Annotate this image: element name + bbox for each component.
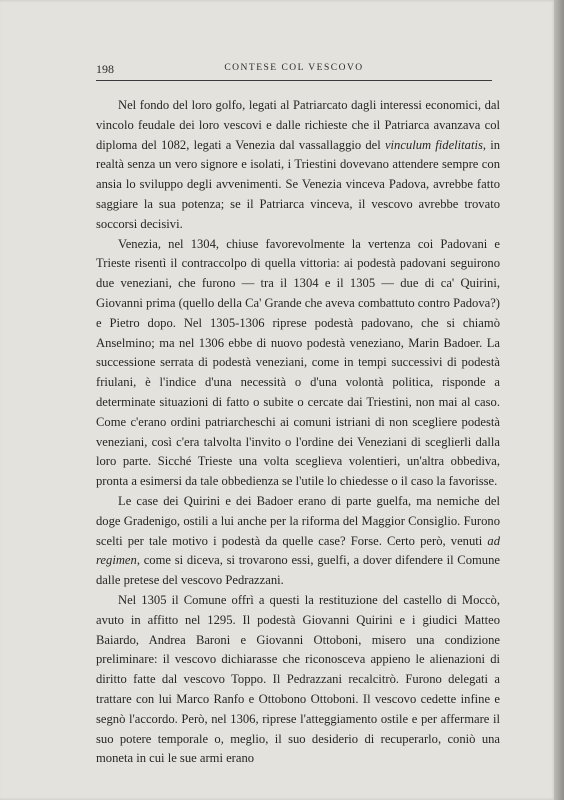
page-number: 198	[96, 62, 114, 76]
paragraph	[96, 591, 500, 769]
paragraph	[96, 492, 500, 591]
paragraph-text: , come si diceva, si trovarono essi, guelfi, a dover difendere il Comune dalle pretese del vescovo Pedrazzani.	[96, 553, 500, 588]
latin-phrase: ad regimen	[96, 533, 500, 568]
book-spine-shadow	[554, 0, 564, 800]
page-header	[96, 62, 492, 78]
paragraph	[96, 235, 500, 492]
body-text	[96, 96, 500, 769]
paragraph-text: Nel 1305 il Comune offrì a questi la restituzione del castello di Moccò, avuto in affitto nel 1295. Il podestà Giovanni Quirini e i giudici Matteo Baiardo, Andrea Baroni e Giovanni Ottoboni, misero una condizione preliminare: il vescovo dichiarasse che riconosceva appieno le alienazioni di diritto fatte dal vescovo Toppo. Il Pedrazzani recalcitrò. Furono delegati a trattare con lui Marco Ranfo e Ottobono Ottoboni. Il vescovo cedette infine e segnò l'accordo. Però, nel 1306, riprese l'atteggiamento ostile e per affermare il suo potere temporale o, meglio, il suo desiderio di recuperarlo, coniò una moneta in cui le sue armi erano	[96, 592, 500, 766]
paragraph-text: Le case dei Quirini e dei Badoer erano di parte guelfa, ma nemiche del doge Gradenigo, ostili a lui anche per la riforma del Maggior Consiglio. Furono scelti per tale motivo i podestà da quelle case? Forse. Certo però, venuti	[96, 493, 500, 548]
paragraph	[96, 96, 500, 235]
running-title: CONTESE COL VESCOVO	[224, 63, 364, 73]
latin-phrase: vinculum fidelitatis	[384, 137, 483, 152]
paragraph-text: Nel fondo del loro golfo, legati al Patriarcato dagli interessi economici, dal vincolo feudale dei loro vescovi e dalle richieste che il Patriarca avanzava col diploma del 1082, legati a Venezia dal vassallaggio del	[96, 98, 500, 152]
paragraph-text: Venezia, nel 1304, chiuse favorevolmente la vertenza coi Padovani e Trieste risentì il contraccolpo di quella vittoria: ai podestà padovani seguirono due veneziani, che furono — tra il 1304 e il 1305 — due di ca' Quirini, Giovanni prima (quello della Ca' Grande che aveva combattuto contro Padova?) e Pietro dopo. Nel 1305-1306 riprese podestà padovano, che si chiamò Anselmino; ma nel 1306 ebbe di nuovo podestà veneziano, Marin Badoer. La successione serrata di podestà veneziani, come in tempi successivi di podestà friulani, è l'indice d'una necessità o d'una volontà politica, risponde a determinate situazioni di fatto o subite o cercate dai Triestini, non mai al caso. Come c'erano ordini patriarcheschi ai comuni istriani di non scegliere podestà veneziani, così c'era talvolta l'invito o l'ordine dei Veneziani di sceglierli dalla loro parte. Sicché Trieste una volta sceglieva volentieri, un'altra obbediva, pronta a esimersi da tale obbedienza se l'utile lo chiedesse o il caso la favorisse.	[96, 236, 500, 489]
paragraph-text: , in realtà senza un vero signore e isolati, i Triestini dovevano attendere sempre con ansia lo sviluppo degli avvenimenti. Se Venezia vinceva Padova, avrebbe fatto saggiare la sua potenza; se il Patriarca vinceva, il vescovo avrebbe trovato soccorsi decisivi.	[96, 137, 501, 231]
header-rule	[96, 80, 492, 81]
